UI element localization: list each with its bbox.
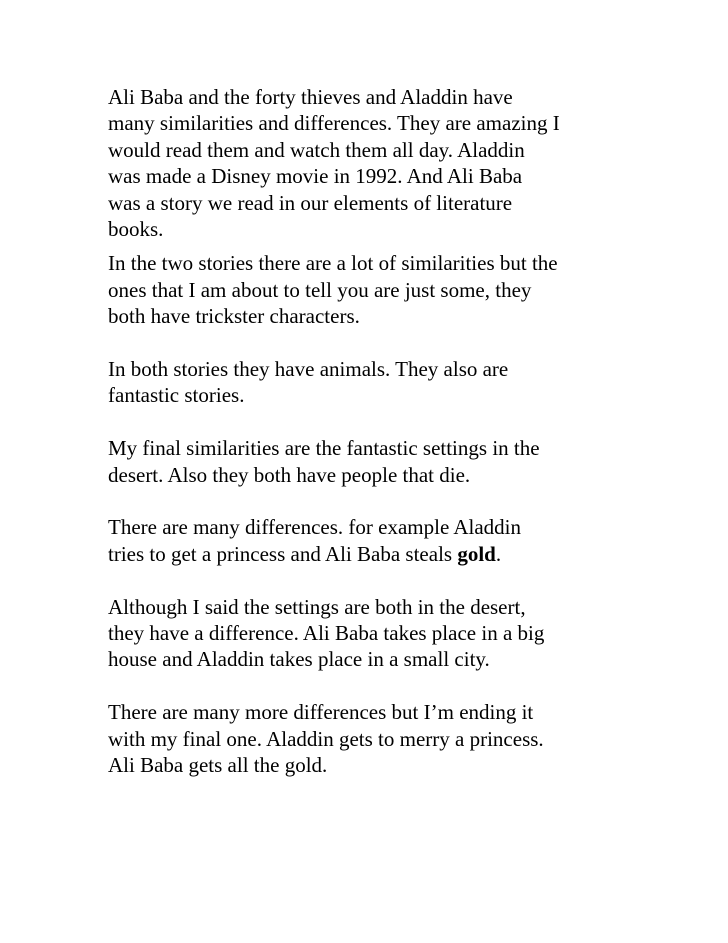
text-run: . <box>495 541 502 566</box>
text-line: In the two stories there are a lot of similarities but the <box>108 251 558 276</box>
paragraph-setting-difference <box>108 594 628 673</box>
paragraph-spacer <box>108 242 628 250</box>
text-line: they have a difference. Ali Baba takes place in a big <box>108 621 545 646</box>
text-line: There are many differences. for example Aladdin <box>108 515 522 540</box>
document-body <box>108 84 628 778</box>
paragraph-similarities-intro <box>108 250 628 329</box>
text-line: books. <box>108 217 164 242</box>
bold-word: gold <box>457 541 496 566</box>
text-line: Ali Baba and the forty thieves and Aladdin have <box>108 85 513 109</box>
text-line: Although I said the settings are both in the desert, <box>108 594 526 619</box>
text-line: would read them and watch them all day. Aladdin <box>108 137 525 162</box>
paragraph-differences <box>108 514 628 567</box>
text-line: both have trickster characters. <box>108 304 360 329</box>
paragraph-conclusion <box>108 699 628 778</box>
paragraph-intro <box>108 84 628 242</box>
text-line: house and Aladdin takes place in a small city. <box>108 647 490 672</box>
text-line: ones that I am about to tell you are just some, they <box>108 277 532 302</box>
paragraph-settings <box>108 435 628 488</box>
text-run: tries to get a princess and Ali Baba steals <box>108 541 458 566</box>
text-line: In both stories they have animals. They also are <box>108 357 509 382</box>
text-line: desert. Also they both have people that die. <box>108 462 471 487</box>
paragraph-spacer <box>108 673 628 699</box>
text-line <box>108 541 628 567</box>
text-line: many similarities and differences. They are amazing I <box>108 111 560 136</box>
text-line: was made a Disney movie in 1992. And Ali Baba <box>108 164 523 189</box>
paragraph-animals <box>108 356 628 409</box>
text-line: with my final one. Aladdin gets to merry a princess. <box>108 726 544 751</box>
text-line: was a story we read in our elements of literature <box>108 190 513 215</box>
text-line: There are many more differences but I’m ending it <box>108 700 534 725</box>
paragraph-spacer <box>108 330 628 356</box>
paragraph-spacer <box>108 409 628 435</box>
paragraph-spacer <box>108 567 628 593</box>
text-line: Ali Baba gets all the gold. <box>108 753 328 778</box>
text-line: fantastic stories. <box>108 383 245 408</box>
text-line: My final similarities are the fantastic settings in the <box>108 436 540 461</box>
paragraph-spacer <box>108 488 628 514</box>
